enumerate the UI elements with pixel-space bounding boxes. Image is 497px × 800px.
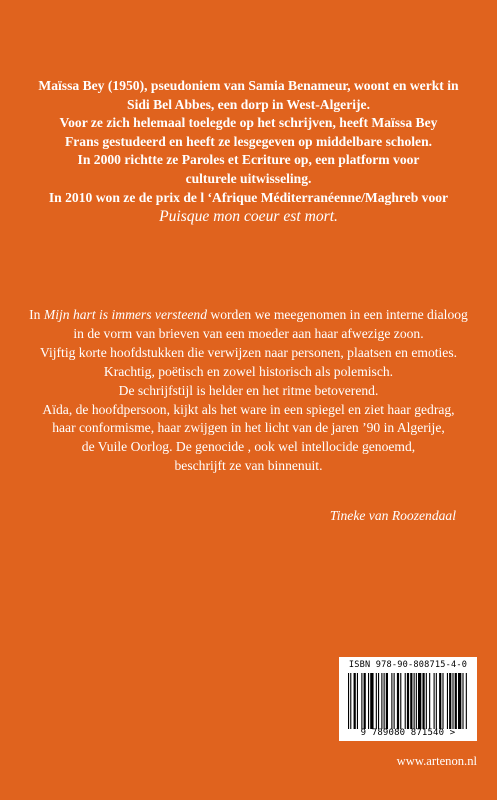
blurb-intro-prefix: In	[29, 307, 44, 322]
barcode-bar	[429, 673, 430, 729]
barcode-bar	[418, 673, 421, 729]
blurb-line: Krachtig, poëtisch en zowel historisch als polemisch.	[103, 363, 394, 379]
award-book-title: Puisque mon coeur est mort.	[159, 208, 338, 226]
bio-line: Voor ze zich helemaal toelegde op het schrijven, heeft Maïssa Bey	[59, 115, 438, 131]
blurb-line: beschrijft ze van binnenuit.	[174, 458, 323, 474]
barcode-bar	[407, 673, 409, 729]
barcode-bar	[458, 673, 461, 729]
barcode-bar	[442, 673, 443, 729]
barcode-bar	[368, 673, 369, 729]
barcode-bar	[452, 673, 453, 729]
barcode-bar	[416, 673, 417, 729]
blurb-line: de Vuile Oorlog. De genocide , ook wel intellocide genoemd,	[81, 439, 416, 455]
barcode-bar	[386, 673, 388, 729]
author-bio	[12, 77, 485, 227]
blurb-intro-suffix: worden we meegenomen in een interne dialoog	[207, 307, 468, 322]
barcode-bar	[361, 673, 362, 729]
blurb-line: in de vorm van brieven van een moeder aan haar afwezige zoon.	[73, 325, 424, 341]
bio-line: In 2000 richtte ze Paroles et Ecriture op, een platform voor	[77, 152, 420, 168]
barcode-bar	[381, 673, 382, 729]
barcode-bar	[378, 673, 379, 729]
barcode-bar	[466, 673, 467, 729]
blurb-line: haar conformisme, haar zwijgen in het licht van de jaren ’90 in Algerije,	[52, 420, 445, 436]
reviewer-signature: Tineke van Roozendaal	[329, 508, 456, 523]
isbn-number: ISBN 978-90-808715-4-0	[348, 660, 468, 670]
barcode-bar	[405, 673, 406, 729]
barcode-bar	[354, 673, 356, 729]
barcode-bar	[422, 673, 424, 729]
barcode-bar	[439, 673, 441, 729]
barcode-bar	[426, 673, 427, 729]
bio-line: Frans gestudeerd en heeft ze lesgegeven op middelbare scholen.	[64, 133, 433, 149]
blurb-line: Aïda, de hoofdpersoon, kijkt als het ware in een spiegel en ziet haar gedrag,	[42, 401, 455, 417]
barcode-bar	[449, 673, 451, 729]
barcode-bar	[436, 673, 437, 729]
isbn-barcode	[339, 657, 477, 741]
barcode-bar	[357, 673, 358, 729]
blurb-line: Vijftig korte hoofdstukken die verwijzen naar personen, plaatsen en emoties.	[39, 344, 458, 360]
barcode-bar	[348, 673, 349, 729]
barcode-bar	[397, 673, 399, 729]
bio-line: Maïssa Bey (1950), pseudoniem van Samia Benameur, woont en werkt in	[38, 78, 459, 93]
barcode-bar	[414, 673, 415, 729]
barcode-bar	[384, 673, 385, 729]
book-blurb	[12, 306, 485, 476]
barcode-bar	[462, 673, 463, 729]
barcode-bar	[447, 673, 448, 729]
barcode-bar	[455, 673, 457, 729]
blurb-intro-line	[12, 306, 485, 325]
barcode-digits: 9 789080 871540 >	[360, 728, 456, 738]
barcode-bar	[350, 673, 351, 729]
barcode-bar	[364, 673, 366, 729]
publisher-website: www.artenon.nl	[396, 754, 477, 768]
bio-line: In 2010 won ze de prix de l ‘Afrique Méditerranéenne/Maghreb voor	[48, 189, 449, 205]
barcode-bar	[410, 673, 412, 729]
barcode-bars	[348, 673, 468, 729]
bio-line: Sidi Bel Abbes, een dorp in West-Algerije.	[127, 96, 370, 112]
barcode-bar	[370, 673, 373, 729]
book-title: Mijn hart is immers versteend	[43, 307, 207, 322]
barcode-bar	[400, 673, 401, 729]
barcode-bar	[376, 673, 377, 729]
bio-line: culturele uitwisseling.	[185, 170, 312, 186]
barcode-bar	[434, 673, 435, 729]
barcode-bar	[391, 673, 392, 729]
blurb-line: De schrijfstijl is helder en het ritme betoverend.	[118, 382, 379, 398]
barcode-bar	[394, 673, 395, 729]
